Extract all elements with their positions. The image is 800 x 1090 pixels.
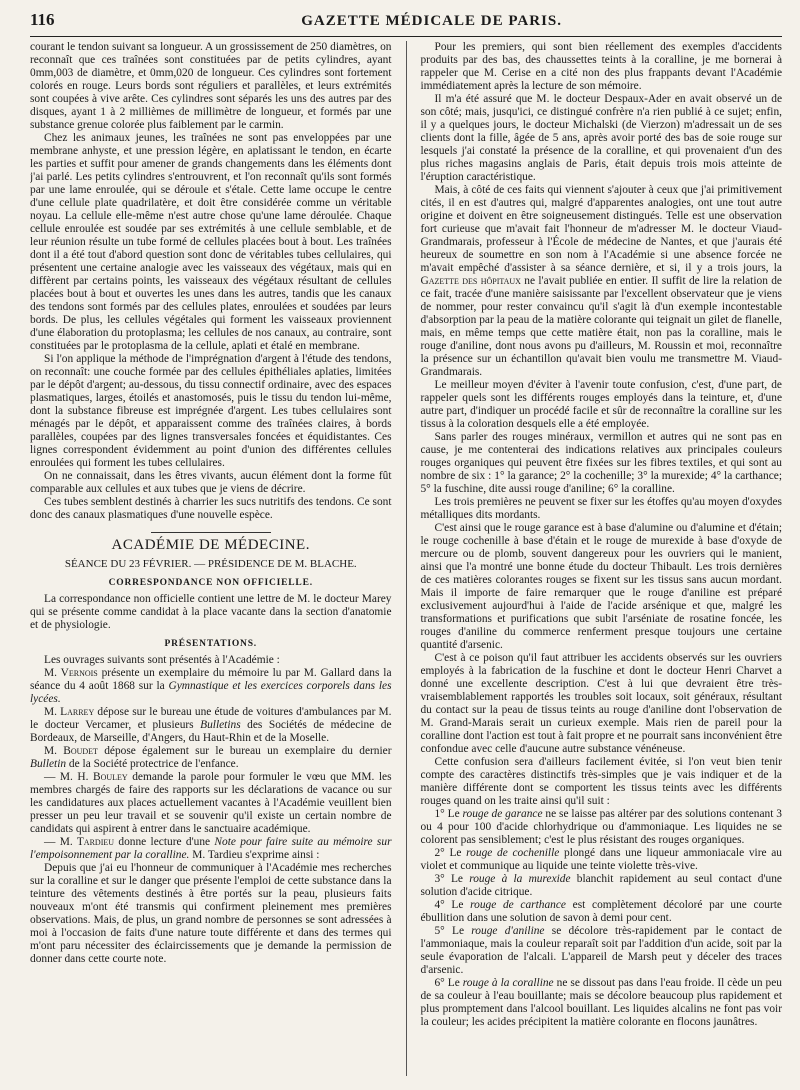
paragraph: Le meilleur moyen d'éviter à l'avenir toute confusion, c'est, d'une part, de rappeler quels sont les différents rouges employés dans la teinture, et, d'une autre part, d'indiquer un procédé facile et sûr de reconnaître la coralline sur les tissus à la coloration desquels elle a été employée. bbox=[420, 379, 782, 430]
text-run: plongé dans une liqueur ammoniacale vire au violet et communique au liquide une teinte violette très-vive. bbox=[420, 847, 782, 872]
text-run: de la Société protectrice de l'enfance. bbox=[66, 758, 239, 770]
seance-line: SÉANCE DU 23 FÉVRIER. — PRÉSIDENCE DE M. BLACHE. bbox=[64, 558, 357, 570]
paragraph: Pour les premiers, qui sont bien réellement des exemples d'accidents produits par des bas, des chaussettes teints à la coralline, je me bornerai à rappeler que M. Cerise en a cité non des plus frappants devant l'Académie immédiatement après la lecture de son mémoire. bbox=[420, 41, 782, 92]
text-run: dépose également sur le bureau un exemplaire du dernier bbox=[97, 745, 392, 757]
italic-term: rouge de garance bbox=[462, 808, 543, 820]
paragraph: Ces tubes semblent destinés à charrier les sucs nutritifs des tendons. Ce sont donc des canaux plasmatiques d'une nouvelle espèce. bbox=[30, 496, 392, 521]
text-run: demande la parole pour formuler le vœu que MM. les membres chargés de faire des rapports sur les déclarations de vacance ou sur les candidatures aux places actuellement vacantes à l'Académie veuillent bien presser un peu leur travail et se souvenir qu'il existe un certain nombre de candidats qui aspirent à entrer dans le sanctuaire académique. bbox=[30, 771, 392, 835]
list-item bbox=[420, 899, 782, 925]
text-run: présente un exemplaire du mémoire lu par M. Gallard dans la séance du 4 août 1868 sur la bbox=[30, 667, 392, 692]
correspondence-heading: CORRESPONDANCE NON OFFICIELLE. bbox=[108, 578, 313, 588]
journal-title: GAZETTE MÉDICALE DE PARIS. bbox=[301, 13, 562, 29]
paragraph bbox=[30, 745, 392, 771]
text-run: est complètement décoloré par une courte ébullition dans une solution de savon à demi pour cent. bbox=[420, 899, 782, 924]
paragraph bbox=[420, 184, 782, 379]
paragraph: C'est à ce poison qu'il faut attribuer les accidents observés sur les ouvriers employés à la fabrication de la fuschine et dont le docteur Henri Charvet a donné une excellente description. C'est à lui que devraient être très-vraisemblablement rapportés les troubles soit locaux, soit généraux, résultant du contact sur la peau de tissus teints au rouge d'aniline dont l'observation de M. Grand-Marais serait un curieux exemple. Mais rien de pareil pour la coralline dont l'action est tout à fait propre et ne pourrait sans inconvénient être confondue avec celle d'aucune autre substance vénéneuse. bbox=[420, 652, 782, 755]
text-run: 3° Le bbox=[434, 873, 470, 885]
speaker-name: M. Boudet bbox=[44, 745, 98, 757]
academy-title: ACADÉMIE DE MÉDECINE. bbox=[111, 537, 310, 553]
italic-title: Bulletin bbox=[30, 758, 67, 770]
text-run: se décolore très-rapidement par le contact de l'ammoniaque, mais la couleur reparaît soit par l'addition d'un acide, soit par la seule évaporation de l'alcali. L'appareil de Marsh peut y déceler des traces d'arsenic. bbox=[420, 925, 782, 976]
text-run: donne lecture d'une bbox=[114, 836, 215, 848]
paragraph: Les trois premières ne peuvent se fixer sur les étoffes qu'au moyen d'oxydes métalliques dits mordants. bbox=[420, 496, 782, 521]
italic-term: rouge à la coralline bbox=[462, 977, 554, 989]
page-header bbox=[30, 10, 782, 37]
italic-term: rouge d'aniline bbox=[471, 925, 545, 937]
paragraph: Si l'on applique la méthode de l'imprégnation d'argent à l'étude des tendons, on reconnaît: une couche formée par des cellules épithéliales aplaties, limitées par le dépôt d'argent; au-dessous, du tissu connectif ordinaire, avec des espaces plasmatiques, larges, étoilés et anastomosés, puis le tissu du tendon lui-même, dont la substance fibreuse est imprégnée d'argent. Les tubes cellulaires sont ménagés par le dépôt, et apparaissent comme des traînées claires, à bords parallèles, coupées par des lignes transversales foncées et équidistantes. Ces lignes correspondent évidemment au point d'union des différentes cellules enroulées qui forment les tubes cellulaires. bbox=[30, 353, 392, 469]
list-item bbox=[420, 925, 782, 977]
paragraph bbox=[30, 706, 392, 745]
text-run: Mais, à côté de ces faits qui viennent s'ajouter à ceux que j'ai primitivement cités, il en est d'autres qui, malgré d'apparentes analogies, ont une tout autre origine et doivent en être soigneusement distingués. Telle est une observation fort curieuse que m'avait fait l'honneur de m'adresser M. le docteur Viaud-Grandmarais, professeur à l'École de médecine de Nantes, et que j'aurais été heureux de soumettre en son nom à l'Académie si une absence forcée ne m'avait empêché d'assister à sa séance dernière, et si, il y a trois jours, la bbox=[420, 184, 782, 274]
speaker-name: M. Vernois bbox=[44, 667, 98, 679]
presentations-heading: PRÉSENTATIONS. bbox=[164, 639, 257, 649]
text-run: ne se dissout pas dans l'eau froide. Il cède un peu de sa couleur à l'eau bouillante; mais se décolore beaucoup plus rapidement et plus promptement dans l'alcool bouillant. Les liquides alcalins ne font pas voir la couleur; les acides précipitent la matière colorante en flocons jaunâtres. bbox=[420, 977, 782, 1028]
paragraph: courant le tendon suivant sa longueur. A un grossissement de 250 diamètres, on reconnaît que ces traînées sont constituées par de petits cylindres, ayant 0mm,003 de diamètre, et 0mm,020 de longueur. Ces cylindres sont fortement colorés en rouge. Leurs bords sont réguliers et parallèles, et leurs extrémités sont coupées à vive arête. Ces cylindres sont séparés les uns des autres par des disques, ayant 1 à 2 millièmes de millimètre de longueur, et formés par une substance grenue colorée plus faiblement par le carmin. bbox=[30, 41, 392, 131]
italic-title: Gymnastique et les exercices corporels dans les lycées. bbox=[30, 680, 392, 705]
paragraph: Cette confusion sera d'ailleurs facilement évitée, si l'on veut bien tenir compte des caractères distinctifs très-simples que je vais indiquer et de la manière différente dont se comportent les tissus teints avec les différents rouges quand on les traite ainsi qu'il suit : bbox=[420, 756, 782, 807]
speaker-name: M. Larrey bbox=[44, 706, 95, 718]
text-run: 2° Le bbox=[434, 847, 467, 859]
list-item bbox=[420, 847, 782, 873]
italic-title: Note pour faire suite au mémoire sur l'empoisonnement par la coralline. bbox=[30, 836, 392, 861]
page-number: 116 bbox=[30, 10, 55, 29]
text-run: des Sociétés de médecine de Bordeaux, de Marseille, d'Angers, du Haut-Rhin et de la Moselle. bbox=[30, 719, 392, 744]
speaker-name: — M. H. Bouley bbox=[44, 771, 128, 783]
paragraph: Il m'a été assuré que M. le docteur Despaux-Ader en avait observé un de son côté; mais, jusqu'ici, ce distingué confrère n'a rien publié à ce sujet; enfin, il y a quelques jours, le docteur Michalski (de Vierzon) m'adressait un de ses clients dont la fille, âgée de 5 ans, après avoir porté des bas de soie rouge sur lesquels j'ai constaté la présence de la coralline, et qui provenaient d'un des plus riches magasins anglais de Paris, était depuis trois mois atteinte de l'éruption caractéristique. bbox=[420, 93, 782, 183]
italic-term: rouge à la murexide bbox=[469, 873, 571, 885]
list-item bbox=[420, 873, 782, 899]
paragraph: Sans parler des rouges minéraux, vermillon et autres qui ne sont pas en cause, je me contenterai des indications relatives aux principales couleurs rouges organiques qui peuvent être fixées sur les fibres textiles, et qui sont au nombre de six : 1° la garance; 2° la cochenille; 3° la murexide; 4° la carthance; 5° la fuschine, dite aussi rouge d'aniline; 6° la coralline. bbox=[420, 431, 782, 495]
column-divider bbox=[406, 41, 407, 1076]
two-column-body bbox=[30, 41, 782, 1081]
section-rule bbox=[151, 532, 271, 533]
italic-term: rouge de cochenille bbox=[466, 847, 560, 859]
italic-title: Bulletins bbox=[200, 719, 241, 731]
paragraph: Chez les animaux jeunes, les traînées ne sont pas enveloppées par une membrane anhyste, et une pression légère, en aplatissant le tendon, en écarte les parties et suffit pour amener de grands changements dans les éléments dont j'ai parlé. Les petits cylindres s'entrouvrent, et l'on reconnaît qu'ils sont formés par une lame enroulée, qui se déroule et s'étale. Cette lame occupe le centre d'une cellule plate quadrilatère, et doit être considérée comme un véritable noyau. La cellule elle-même n'est autre chose qu'une lame déroulée. Chaque cellule enroulée est soudée par ses extrémités à une cellule semblable, et de leur réunion résulte un tube formé de cellules placées bout à bout. Les traînées dont il a été tout d'abord question sont donc de véritables tubes cellulaires, qui présentent une certaine analogie avec les vaisseaux des végétaux, mais qui en diffèrent par certains points, les vaisseaux des végétaux résultant de cellules placées bout à bout et ouvertes les unes dans les autres, tandis que les canaux des tendons sont formés par des cellules plates, enroulées et soudées par leurs bords. De plus, les cellules végétales qui forment les vaisseaux proviennent d'une élaboration du protoplasma; les cellules de nos canaux, au contraire, sont constituées par le protoplasma de la cellule, aplati et étalé en membrane. bbox=[30, 132, 392, 352]
text-run: 6° Le bbox=[434, 977, 463, 989]
speaker-name: — M. Tardieu bbox=[44, 836, 115, 848]
list-item bbox=[420, 808, 782, 847]
text-run: M. Tardieu s'exprime ainsi : bbox=[189, 849, 320, 861]
paragraph bbox=[30, 667, 392, 706]
text-run: 1° Le bbox=[434, 808, 463, 820]
italic-term: rouge de carthance bbox=[470, 899, 566, 911]
list-item bbox=[420, 977, 782, 1029]
text-run: blanchit rapidement au seul contact d'une solution d'acide citrique. bbox=[420, 873, 782, 898]
text-run: 5° Le bbox=[434, 925, 472, 937]
paragraph bbox=[30, 771, 392, 836]
paragraph: On ne connaissait, dans les êtres vivants, aucun élément dont la forme fût comparable aux cellules et aux tubes que je viens de décrire. bbox=[30, 470, 392, 495]
left-column bbox=[30, 41, 392, 1081]
text-run: ne se laisse pas altérer par des solutions contenant 3 ou 4 pour 100 d'acide chlorhydrique ou d'ammoniaque. Les liquides ne se colorent pas sensiblement; c'est le plus résistant des rouges organiques. bbox=[420, 808, 782, 846]
journal-reference: Gazette des hôpitaux bbox=[420, 275, 521, 287]
paragraph: C'est ainsi que le rouge garance est à base d'alumine ou d'alumine et d'étain; le rouge cochenille à base d'étain et le rouge de murexide à base d'oxyde de mercure ou de plomb, souvent dangereux pour les ouvriers qui le manient, ainsi que l'a montré une bonne étude du docteur Thibault. Les trois dernières de ces matières colorantes rouges se fixent sur les tissus sans aucun mordant. Mais il importe de faire remarquer que le rouge d'aniline est préparé exclusivement aujourd'hui à l'aide de l'acide arsénique et que, malgré les transformations et purifications que subit l'arséniate de rosatine foncée, les rouges d'aniline du commerce renferment presque toujours une certaine quantité d'arsenic. bbox=[420, 522, 782, 651]
text-run: dépose sur le bureau une étude de voitures d'ambulances par M. le docteur Vercamer, et plusieurs bbox=[30, 706, 392, 731]
paragraph: La correspondance non officielle contient une lettre de M. le docteur Marey qui se présente comme candidat à la place vacante dans la section d'anatomie et de physiologie. bbox=[30, 593, 392, 631]
text-run: 4° Le bbox=[434, 899, 471, 911]
right-column bbox=[420, 41, 782, 1081]
paragraph: Les ouvrages suivants sont présentés à l'Académie : bbox=[44, 654, 280, 666]
text-run: ne l'avait publiée en entier. Il suffit de lire la relation de ce fait, tracée d'une manière saisissante par l'excellent observateur que je viens de nommer, pour rester convaincu qu'il s'agit là d'un exemple incontestable d'absorption par la peau de la matière colorante qui teignait un gilet de flanelle, mais, en même temps que cette matière était, non pas la coralline, mais le rouge d'aniline, dont nous avons pu d'ailleurs, M. Roussin et moi, reconnaître la présence sur un échantillon qu'avait bien voulu me transmettre M. Viaud-Grandmarais. bbox=[420, 275, 782, 378]
paragraph bbox=[30, 836, 392, 862]
paragraph: Depuis que j'ai eu l'honneur de communiquer à l'Académie mes recherches sur la coralline et sur le danger que présente l'emploi de cette substance dans la teinture des vêtements destinés à être portés sur la peau, plusieurs faits nouveaux m'ont été transmis qui confirment pleinement mes premières observations. Mais, de plus, un grand nombre de personnes se sont adressées à moi à l'occasion de faits d'une nature toute différente et dans des termes qui m'ont paru nécessiter des éclaircissements que je demande la permission de donner dans cette courte note. bbox=[30, 862, 392, 965]
